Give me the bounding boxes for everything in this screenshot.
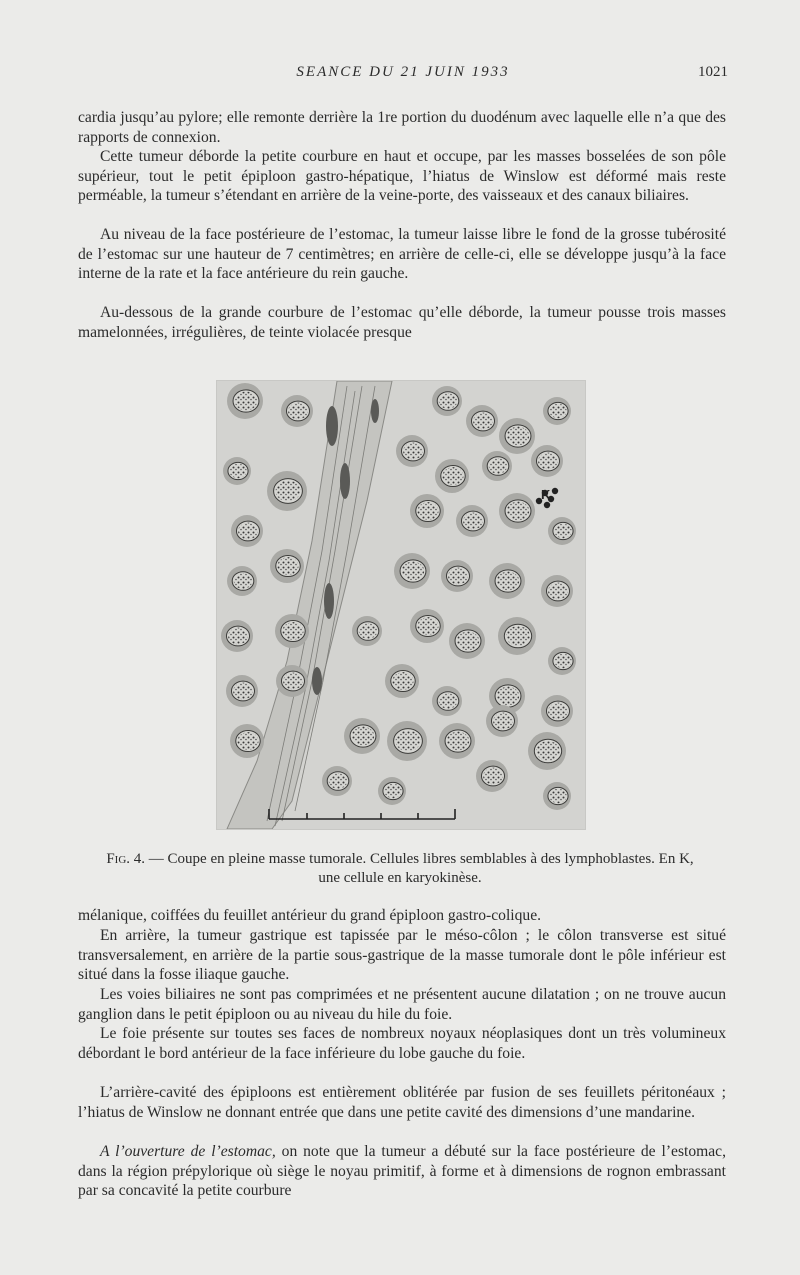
paragraph-rest: on note que la tumeur a débuté sur la face postérieure de l’estomac, dans la région prépylorique où siège le noyau primitif, à forme et à dimensions de rognon embrassant par sa concavité la petite courbure — [78, 1143, 727, 1200]
cell-chromatin — [497, 687, 519, 706]
cell-chromatin — [276, 481, 301, 502]
cell-chromatin — [359, 623, 378, 639]
chromosome-mark — [544, 502, 550, 508]
cell-chromatin — [237, 732, 258, 750]
cell-chromatin — [288, 403, 308, 420]
figure-reference: Fig. 4. — [106, 851, 146, 867]
running-header — [78, 64, 728, 86]
cell-chromatin — [238, 523, 258, 540]
cell-chromatin — [549, 789, 566, 804]
cell-chromatin — [473, 413, 493, 430]
italic-lead: A l’ouverture de l’estomac, — [100, 1143, 276, 1160]
paragraph-bottom-1: mélanique, coiffées du feuillet antérieur du grand épiploon gastro-colique. — [78, 907, 542, 924]
cell-chromatin — [234, 573, 253, 589]
cell-chromatin — [352, 727, 374, 746]
cell-chromatin — [396, 731, 421, 752]
cell-chromatin — [403, 443, 423, 460]
cell-chromatin — [384, 784, 401, 799]
cell-chromatin — [277, 557, 298, 575]
paragraph-bottom-5: L’arrière-cavité des épiploons est entièrement oblitérée par fusion de ses feuillets péritonéaux ; l’hiatus de Winslow ne donnant entrée que dans une petite cavité des dimensions d’une mandarine. — [78, 1084, 726, 1121]
cell-chromatin — [536, 741, 560, 761]
cell-chromatin — [229, 464, 246, 479]
cell-chromatin — [554, 524, 571, 539]
cell-chromatin — [506, 626, 530, 646]
cell-chromatin — [538, 453, 558, 470]
cell-chromatin — [497, 572, 519, 591]
figure-caption — [100, 850, 700, 888]
cell-chromatin — [329, 773, 348, 789]
cell-chromatin — [233, 683, 253, 700]
cell-chromatin — [282, 622, 303, 640]
cell-chromatin — [442, 467, 463, 485]
cell-chromatin — [548, 703, 568, 720]
paragraph-bottom-3: Les voies biliaires ne sont pas comprimées et ne présentent aucune dilatation ; on ne trouve aucun ganglion dans le petit épiploon ou au niveau du hile du foie. — [78, 986, 726, 1023]
page-number: 1021 — [698, 64, 728, 80]
figure-label-k: K — [541, 487, 551, 502]
paragraph-bottom-6 — [78, 1142, 726, 1201]
cell-chromatin — [417, 502, 438, 520]
paragraph-bottom-2: En arrière, la tumeur gastrique est tapissée par le méso-côlon ; le côlon transverse est situé transversalement, en arrière de la partie sous-gastrique de la masse tumorale dont le pôle inférieur est situé dans la fosse iliaque gauche. — [78, 927, 726, 984]
cell-chromatin — [548, 583, 568, 600]
paragraph-top-1: cardia jusqu’au pylore; elle remonte derrière la 1re portion du duodénum avec laquelle elle n’a que des rapports de connexion. — [78, 109, 726, 146]
cell-chromatin — [549, 404, 566, 419]
cell-chromatin — [417, 617, 438, 635]
cell-chromatin — [439, 693, 458, 709]
chromosome-mark — [552, 488, 558, 494]
cell-chromatin — [489, 458, 508, 474]
running-title: SEANCE DU 21 JUIN 1933 — [296, 64, 510, 80]
cell-chromatin — [235, 392, 257, 411]
cell-chromatin — [493, 713, 513, 730]
cell-chromatin — [507, 502, 529, 521]
cell-chromatin — [283, 673, 303, 690]
cell-chromatin — [402, 562, 424, 581]
micrograph-figure — [216, 380, 586, 830]
cell-chromatin — [483, 768, 503, 785]
paragraph-top-2: Cette tumeur déborde la petite courbure en haut et occupe, par les masses bosselées de son pôle supérieur, tout le petit épiploon gastro-hépatique, l’hiatus de Winslow est déformé mais reste perméable, la tumeur s’étendant en arrière de la veine-porte, des vaisseaux et des canaux biliaires. — [78, 148, 726, 205]
cell-chromatin — [457, 632, 479, 651]
cell-chromatin — [463, 513, 483, 530]
cell-chromatin — [554, 654, 571, 669]
paragraph-top-3: Au niveau de la face postérieure de l’estomac, la tumeur laisse libre le fond de la grosse tubérosité de l’estomac sur une hauteur de 7 centimètres; en arrière de celle-ci, elle se développe jusqu’à la face interne de la rate et la face antérieure du rein gauche. — [78, 226, 726, 283]
cell-chromatin — [439, 393, 458, 409]
cell-chromatin — [447, 732, 469, 751]
cell-chromatin — [507, 427, 529, 446]
micrograph-illustration — [217, 381, 585, 829]
paragraph-bottom-4: Le foie présente sur toutes ses faces de nombreux noyaux néoplasiques dont un très volumineux débordant le bord antérieur de la face inférieure du lobe gauche du foie. — [78, 1025, 726, 1062]
cell-chromatin — [392, 672, 413, 690]
figure-caption-text: — Coupe en pleine masse tumorale. Cellules libres semblables à des lymphoblastes. En K, une cellule en karyokinèse. — [148, 851, 694, 886]
cell-chromatin — [228, 628, 248, 645]
paragraph-top-4: Au-dessous de la grande courbure de l’estomac qu’elle déborde, la tumeur pousse trois masses mamelonnées, irrégulières, de teinte violacée presque — [78, 304, 726, 341]
cell-chromatin — [448, 568, 468, 585]
